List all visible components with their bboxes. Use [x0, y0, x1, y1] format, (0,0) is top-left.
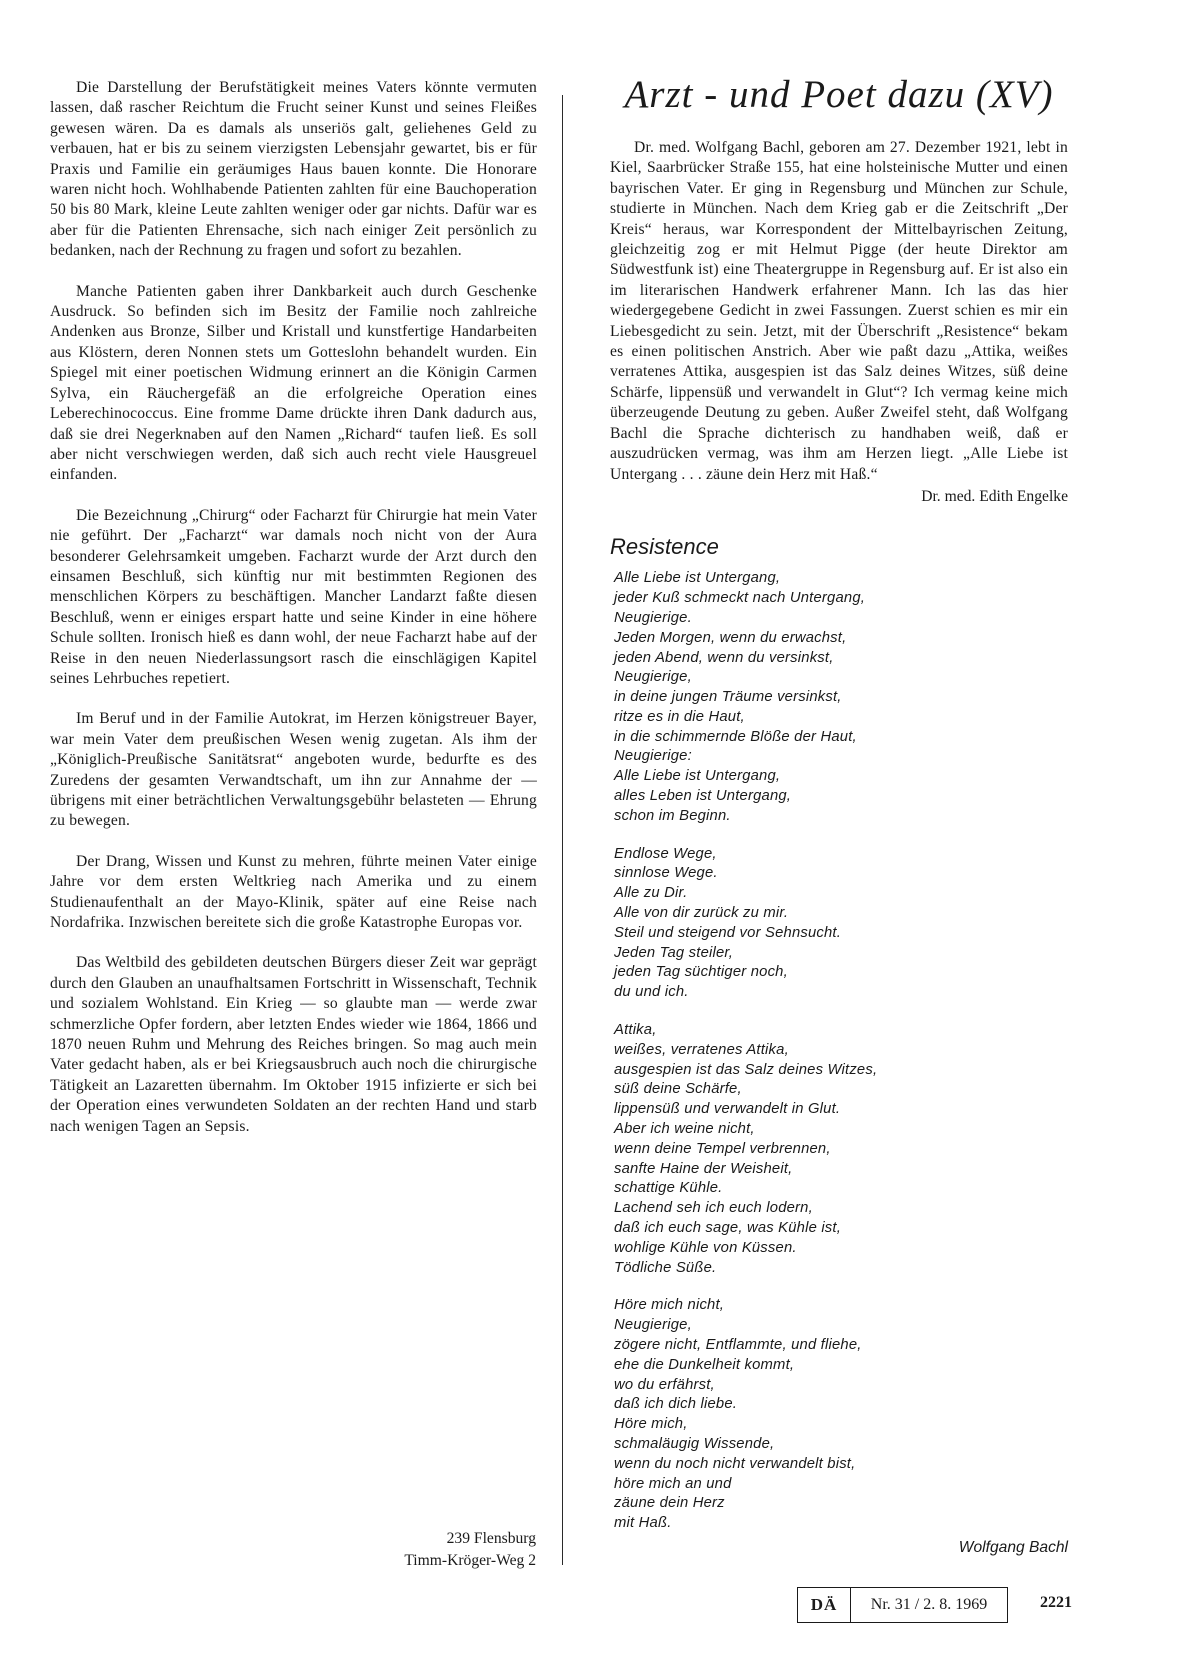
poem-line: Steil und steigend vor Sehnsucht.	[614, 924, 842, 941]
poem-line: mit Haß.	[614, 1515, 672, 1532]
address-line: Timm-Kröger-Weg 2	[404, 1552, 536, 1569]
poem	[610, 569, 1068, 1534]
poem-line: ehe die Dunkelheit kommt,	[614, 1356, 795, 1373]
poem-line: Lachend seh ich euch lodern,	[614, 1200, 813, 1217]
poem-line: zäune dein Herz	[614, 1495, 725, 1512]
poem-line: wenn du noch nicht verwandelt bist,	[614, 1455, 856, 1472]
poem-line: wenn deine Tempel verbrennen,	[614, 1140, 831, 1157]
poem-line: alles Leben ist Untergang,	[614, 788, 792, 805]
poem-line: sinnlose Wege.	[614, 865, 718, 882]
intro-text: Dr. med. Wolfgang Bachl, geboren am 27. Dezember 1921, lebt in Kiel, Saarbrücker Straße 155, hat eine holsteinische Mutter und einen bayrischen Vater. Er ging in Regensburg und München zur Schule, studierte in München. Nach dem Krieg gab er die Zeitschrift „Der Kreis“ heraus, war Korrespondent der Mittelbayrischen Zeitung, gleichzeitig zog er mit Helmut Pigge (der heute Direktor am Südwestfunk ist) eine Theatergruppe in Regensburg auf. Er ist also ein im literarischen Handwerk erfahrener Mann. Ich las das hier wiedergegebene Gedicht in zwei Fassungen. Zuerst schien es mir ein Liebesgedicht zu sein. Jetzt, mit der Überschrift „Resistence“ bekam es einen politischen Anstrich. Aber wie paßt dazu „Attika, weißes verratenes Attika, ausgespien ist das Salz deines Witzes, süß deine Schärfe, lippensüß und verwandelt in Glut“? Ich vermag keine mich überzeugende Deutung zu geben. Außer Zweifel steht, daß Wolfgang Bachl die Sprache dichterisch zu handhaben weiß, daß er auszudrücken vermag, was ihm am Herzen liegt. „Alle Liebe ist Untergang . . . zäune dein Herz mit Haß.“	[610, 139, 1068, 483]
poem-line: Neugierige.	[614, 609, 692, 626]
address-line: 239 Flensburg	[446, 1530, 536, 1547]
poem-line: wo du erfährst,	[614, 1376, 715, 1393]
paragraph: Die Bezeichnung „Chirurg“ oder Facharzt für Chirurgie hat mein Vater nie geführt. Der „Facharzt“ war damals noch nicht von der Aura besonderer Gelehrsamkeit umgeben. Facharzt wurde der Arzt durch den einsamen Beschluß, sich künftig nur mit bestimmten Regionen des menschlichen Körpers zu beschäftigen. Mancher Landarzt faßte diesen Beschluß, wenn er einiges erspart hatte und seine Kinder in eine höhere Schule sollten. Ironisch hieß es dann wohl, der neue Facharzt habe auf der Reise in den neuen Niederlassungsort rasch die einschlägigen Kapitel seines Lehrbuches repetiert.	[50, 506, 537, 687]
poem-line: Höre mich nicht,	[614, 1297, 725, 1314]
poem-line: schmaläugig Wissende,	[614, 1435, 775, 1452]
poem-line: weißes, verratenes Attika,	[614, 1041, 789, 1058]
poem-stanza	[614, 845, 1068, 1003]
poem-line: Jeden Tag steiler,	[614, 944, 734, 961]
poem-stanza	[614, 1021, 1068, 1278]
page-number: 2221	[1040, 1594, 1072, 1611]
paragraph: Manche Patienten gaben ihrer Dankbarkeit auch durch Geschenke Ausdruck. So befinden sich im Besitz der Familie noch zahlreiche Andenken aus Bronze, Silber und Kristall und kunstfertige Handarbeiten aus Klöstern, deren Nonnen stets um Gotteslohn behandelt wurden. Ein Spiegel mit einer poetischen Widmung erinnert an die Königin Carmen Sylva, ein Räuchergefäß an die erfolgreiche Operation eines Leberechinococcus. Eine fromme Dame drückte ihren Dank dadurch aus, daß sie drei Negerknaben auf den Namen „Richard“ taufen ließ. Es soll aber nicht verschwiegen werden, daß sich auch recht viele Hausgreuel einfanden.	[50, 282, 537, 484]
poem-title: Resistence	[610, 534, 719, 560]
poem-line: ausgespien ist das Salz deines Witzes,	[614, 1061, 878, 1078]
poem-line: Neugierige:	[614, 748, 692, 765]
paragraph: Das Weltbild des gebildeten deutschen Bürgers dieser Zeit war geprägt durch den Glauben an unaufhaltsamen Fortschritt in Wissenschaft, Technik und sozialem Wohlstand. Ein Krieg — so glaubte man — werde zwar schmerzliche Opfer fordern, aber letzten Endes wieder wie 1864, 1866 und 1870 neuen Ruhm und Mehrung des Reiches bringen. So mag auch mein Vater gedacht haben, als er bei Kriegsausbruch auch noch die chirurgische Tätigkeit an Lazaretten übernahm. Im Oktober 1915 infizierte er sich bei der Operation eines verwundeten Soldaten an der rechten Hand und starb nach wenigen Tagen an Sepsis.	[50, 954, 537, 1135]
poem-line: Attika,	[614, 1022, 657, 1039]
paragraph: Der Drang, Wissen und Kunst zu mehren, führte meinen Vater einige Jahre vor dem ersten Weltkrieg nach Amerika und zu einem Studienaufenthalt an der Mayo-Klinik, später auf eine Reise nach Nordafrika. Inzwischen bereitete sich die große Katastrophe Europas vor.	[50, 852, 537, 932]
poem-line: Neugierige,	[614, 669, 692, 686]
article-title: Arzt - und Poet dazu (XV)	[624, 73, 1054, 116]
poem-line: Tödliche Süße.	[614, 1259, 717, 1276]
poem-line: schon im Beginn.	[614, 807, 731, 824]
journal-logo: DÄ	[798, 1588, 851, 1622]
poem-line: Alle Liebe ist Untergang,	[614, 768, 781, 785]
poem-line: Alle zu Dir.	[614, 885, 688, 902]
poem-line: in die schimmernde Blöße der Haut,	[614, 728, 857, 745]
poem-author: Wolfgang Bachl	[958, 1539, 1068, 1556]
poem-line: höre mich an und	[614, 1475, 732, 1492]
poem-line: daß ich euch sage, was Kühle ist,	[614, 1220, 842, 1237]
left-column	[50, 78, 537, 1157]
poem-line: jeden Abend, wenn du versinkst,	[614, 649, 834, 666]
poem-line: Alle von dir zurück zu mir.	[614, 905, 789, 922]
poem-line: Jeden Morgen, wenn du erwachst,	[614, 629, 847, 646]
poem-stanza	[614, 569, 1068, 826]
paragraph: Die Darstellung der Berufstätigkeit meines Vaters könnte vermuten lassen, daß rascher Reichtum die Frucht seiner Kunst und seines Fleißes gewesen wären. Da es damals als unseriös galt, geliehenes Geld zu verbauen, hat er bis zu seinem vierzigsten Lebensjahr gewartet, bis er für Praxis und Familie ein geräumiges Haus bauen konnte. Die Honorare waren nicht hoch. Wohlhabende Patienten zahlten für eine Bauchoperation 50 bis 80 Mark, kleine Leute zahlten weniger oder gar nichts. Dafür war es aber für die Patienten Ehrensache, sich nach einiger Zeit persönlich zu bedanken, nach der Rechnung zu fragen und sofort zu bezahlen.	[50, 79, 537, 260]
right-column	[610, 70, 1068, 1552]
journal-footer	[797, 1587, 1008, 1623]
poem-line: Höre mich,	[614, 1416, 688, 1433]
poem-line: Alle Liebe ist Untergang,	[614, 570, 781, 587]
author-address	[360, 1528, 536, 1572]
poem-line: Aber ich weine nicht,	[614, 1121, 755, 1138]
poem-line: in deine jungen Träume versinkst,	[614, 689, 842, 706]
poem-line: jeder Kuß schmeckt nach Untergang,	[614, 590, 866, 607]
poem-line: ritze es in die Haut,	[614, 708, 745, 725]
poem-line: zögere nicht, Entflammte, und fliehe,	[614, 1337, 862, 1353]
poem-line: daß ich dich liebe.	[614, 1396, 738, 1413]
poem-line: du und ich.	[614, 984, 689, 1001]
issue-info: Nr. 31 / 2. 8. 1969	[870, 1596, 988, 1613]
poem-line: wohlige Kühle von Küssen.	[614, 1239, 797, 1256]
poem-line: lippensüß und verwandelt in Glut.	[614, 1101, 841, 1118]
poem-line: Neugierige,	[614, 1317, 692, 1334]
intro-signature: Dr. med. Edith Engelke	[921, 487, 1068, 505]
poem-stanza	[614, 1296, 1068, 1534]
poem-line: süß deine Schärfe,	[614, 1081, 742, 1098]
poem-line: sanfte Haine der Weisheit,	[614, 1160, 793, 1177]
poem-line: schattige Kühle.	[614, 1180, 723, 1197]
poem-line: Endlose Wege,	[614, 845, 717, 862]
poem-line: jeden Tag süchtiger noch,	[614, 964, 788, 981]
paragraph: Im Beruf und in der Familie Autokrat, im Herzen königstreuer Bayer, war mein Vater dem preußischen Wesen wenig zugetan. Als ihm der „Königlich-Preußische Sanitätsrat“ angeboten wurde, bedurfte es des Zuredens der gesamten Verwandtschaft, um ihn zur Annahme der — übrigens mit einer beträchtlichen Verwaltungsgebühr belasteten — Ehrung zu bewegen.	[50, 710, 537, 830]
column-divider	[562, 95, 563, 1565]
